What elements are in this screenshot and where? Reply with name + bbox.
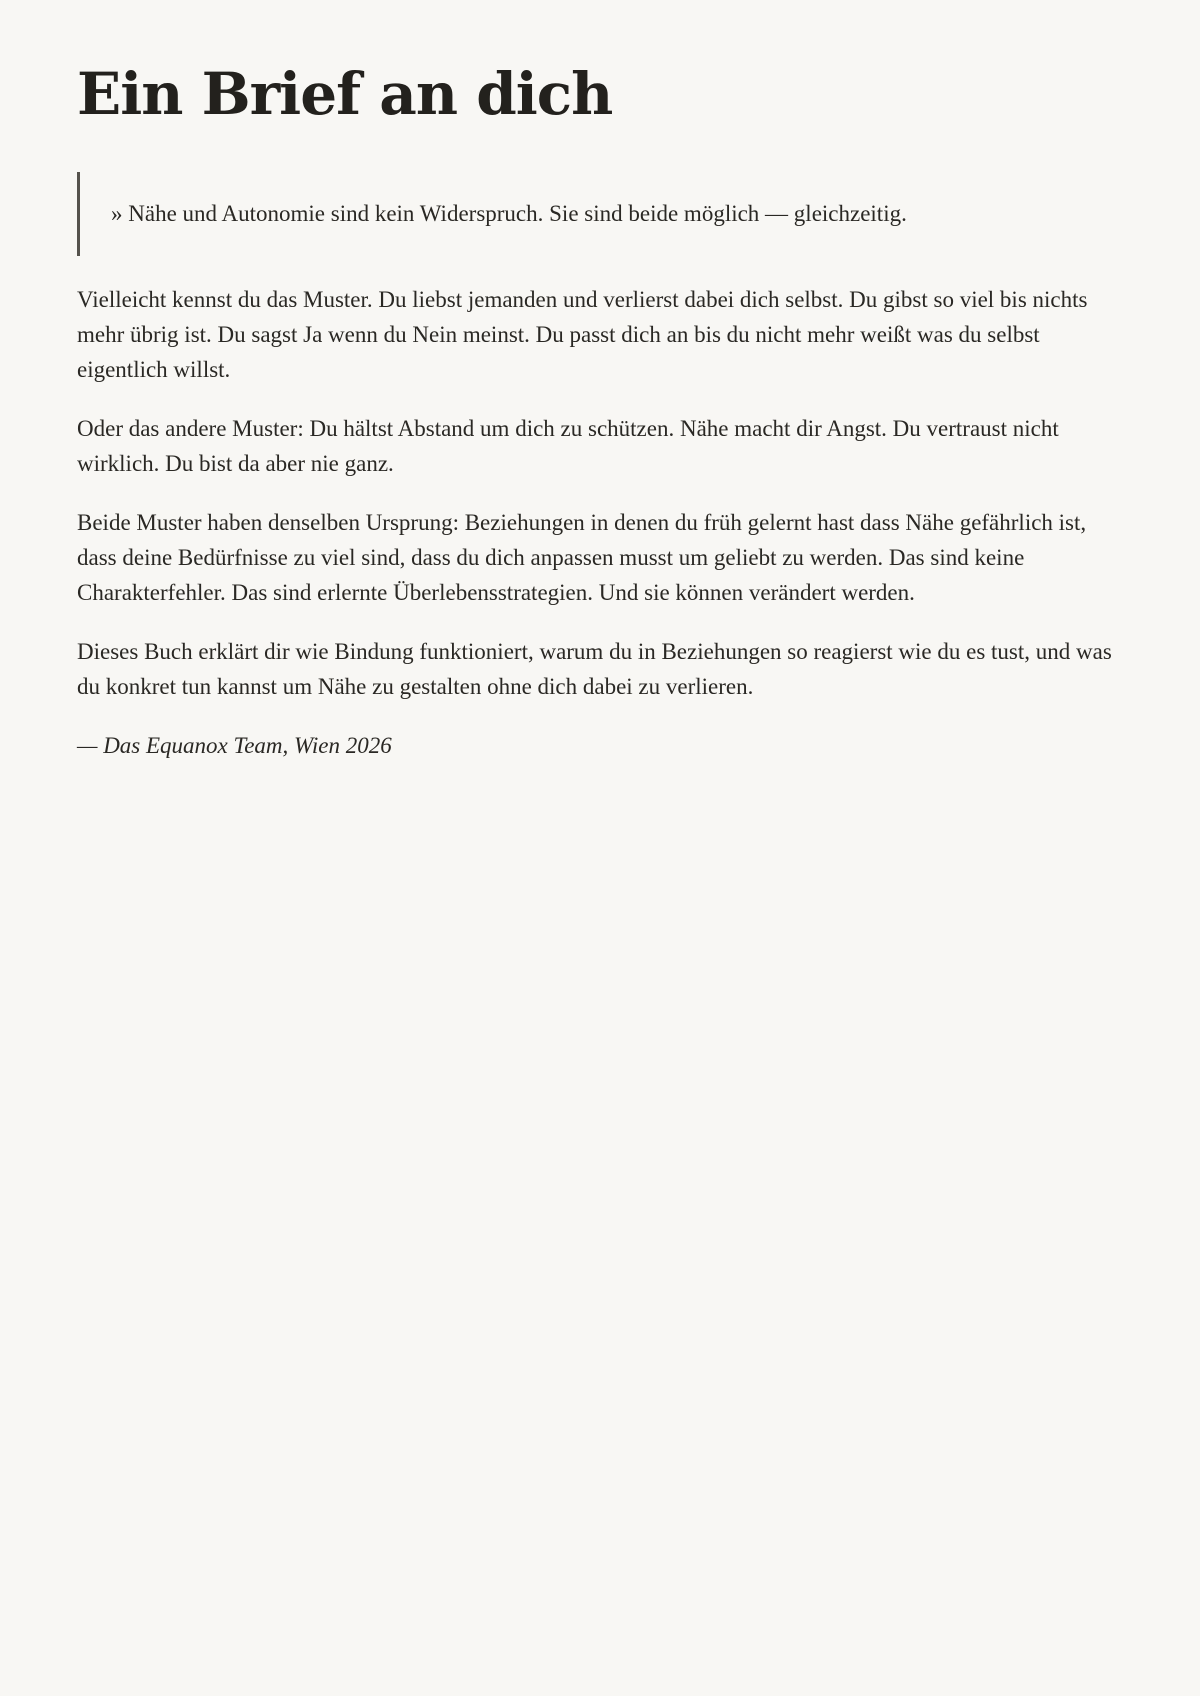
pull-quote: » Nähe und Autonomie sind kein Widerspruch. Sie sind beide möglich — gleichzeitig. [77, 172, 1123, 256]
paragraph-2: Oder das andere Muster: Du hältst Abstand um dich zu schützen. Nähe macht dir Angst. Du vertraust nicht wirklich. Du bist da aber nie ganz. [77, 415, 1059, 476]
signature: — Das Equanox Team, Wien 2026 [77, 732, 392, 758]
page-title: Ein Brief an dich [77, 60, 613, 128]
paragraph-4: Dieses Buch erklärt dir wie Bindung funktioniert, warum du in Beziehungen so reagierst wie du es tust, und was du konkret tun kannst um Nähe zu gestalten ohne dich dabei zu verlieren. [77, 638, 1112, 699]
letter-page [0, 0, 1200, 763]
paragraph-1: Vielleicht kennst du das Muster. Du liebst jemanden und verlierst dabei dich selbst. Du gibst so viel bis nichts mehr übrig ist. Du sagst Ja wenn du Nein meinst. Du passt dich an bis du nicht mehr weißt was du selbst eigentlich willst. [77, 286, 1088, 382]
paragraph-3: Beide Muster haben denselben Ursprung: Beziehungen in denen du früh gelernt hast dass Nähe gefährlich ist, dass deine Bedürfnisse zu viel sind, dass du dich anpassen musst um geliebt zu werden. Das sind keine Charakterfehler. Das sind erlernte Überlebensstrategien. Und sie können verändert werden. [77, 509, 1087, 605]
